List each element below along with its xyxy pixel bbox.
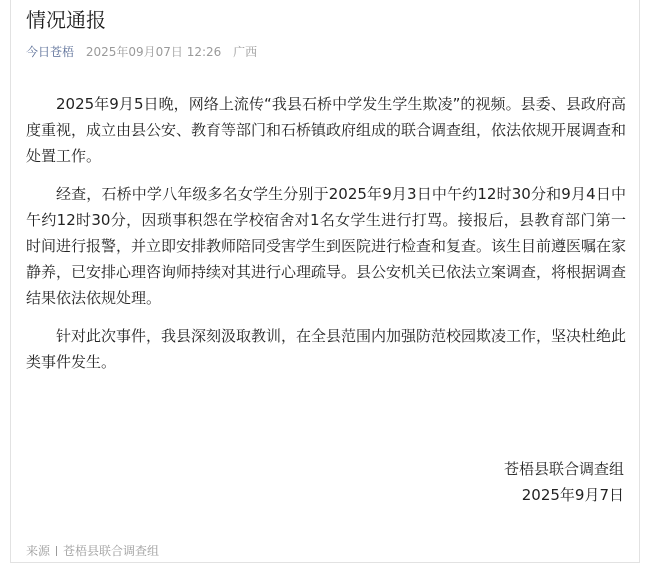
article-meta [26, 44, 257, 60]
article-body [26, 91, 626, 387]
publish-location: 广西 [233, 45, 258, 59]
source-name: 苍梧县联合调查组 [63, 544, 160, 558]
source-divider [56, 546, 57, 556]
article-title: 情况通报 [26, 8, 106, 32]
paragraph: 针对此次事件，我县深刻汲取教训，在全县范围内加强防范校园欺凌工作，坚决杜绝此类事件发生。 [26, 327, 627, 371]
signature-block [504, 456, 624, 508]
source-line [26, 543, 159, 559]
signature-org: 苍梧县联合调查组 [503, 460, 624, 478]
paragraph: 经查，石桥中学八年级多名女学生分别于2025年9月3日中午约12时30分和9月4日中午约12时30分，因琐事积怨在学校宿舍对1名女学生进行打骂。接报后，县教育部门第一时间进行报警，并立即安排教师陪同受害学生到医院进行检查和复查。该生目前遵医嘱在家静养，已安排心理咨询师持续对其进行心理疏导。县公安机关已依法立案调查，将根据调查结果依法依规处理。 [26, 185, 627, 307]
publish-time: 2025年09月07日 12:26 [85, 45, 222, 59]
account-name-link[interactable]: 今日苍梧 [26, 45, 75, 59]
source-label: 来源 [26, 544, 51, 558]
paragraph: 2025年9月5日晚，网络上流传“我县石桥中学发生学生欺凌”的视频。县委、县政府高度重视，成立由县公安、教育等部门和石桥镇政府组成的联合调查组，依法依规开展调查和处置工作。 [26, 95, 627, 165]
signature-date: 2025年9月7日 [521, 486, 624, 504]
